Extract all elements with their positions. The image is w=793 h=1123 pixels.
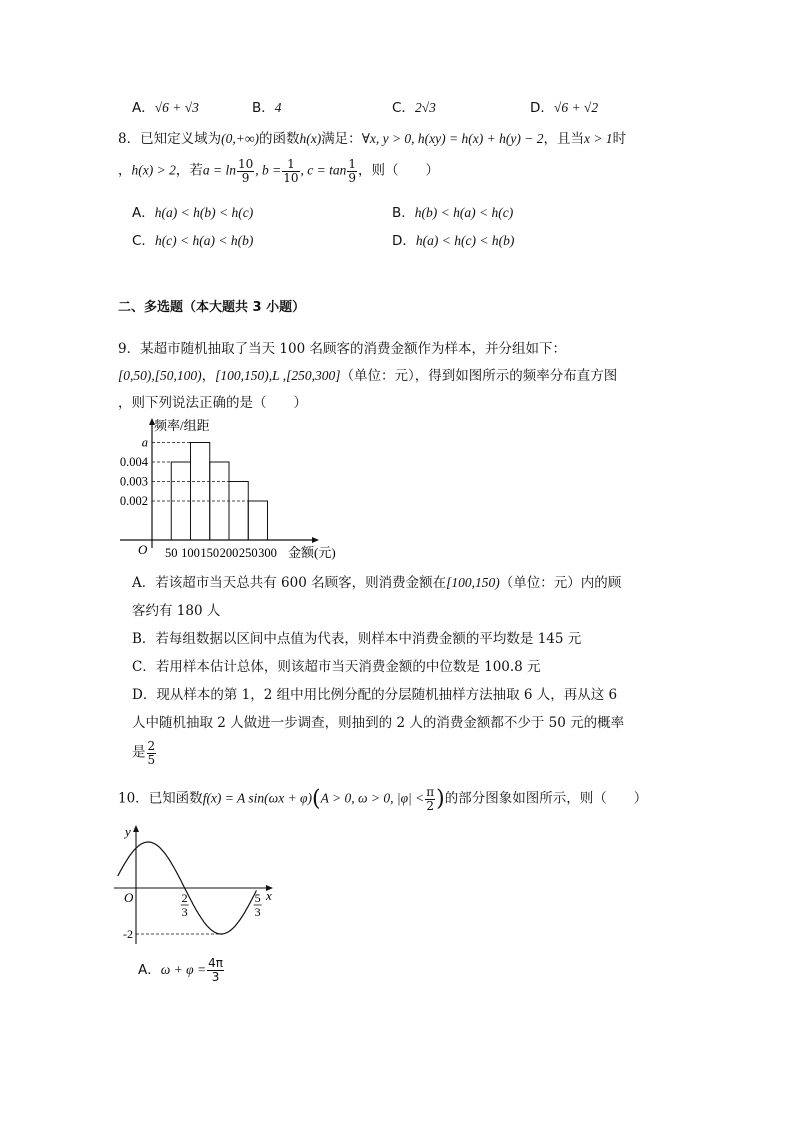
fraction-two-fifths: $\frac{2}{5}$ [147, 739, 156, 767]
q9-line3: ，则下列说法正确的是（ ） [118, 395, 307, 411]
fraction-b: $\frac{1}{10}$ [283, 157, 299, 185]
y-tick-label: 0.003 [119, 474, 148, 489]
x-tick-label: 300 [258, 546, 277, 560]
y-tick-label: 0.002 [119, 494, 148, 508]
y-tick-label: a [141, 435, 148, 450]
q7-option-c: C．2√3 [392, 100, 436, 116]
fraction-pi-over-2: $\frac{\pi}{2}$ [426, 785, 435, 813]
fraction-a: $\frac{10}{9}$ [237, 157, 254, 185]
q8-option-d: D．h(a) < h(c) < h(b) [392, 233, 515, 249]
q9-option-d-line1: D．现从样本的第 1，2 组中用比例分配的分层随机抽样方法抽取 6 人，再从这 6 [132, 687, 618, 703]
q9-option-d-line2: 人中随机抽取 2 人做进一步调查，则抽到的 2 人的消费金额都不少于 50 元的概率 [132, 715, 625, 731]
q9-line2: [0,50),[50,100)，[100,150),L ,[250,300]（单位：元），得到如图所示的频率分布直方图 [118, 368, 618, 384]
q7-option-d: D．√6 + √2 [530, 100, 599, 116]
y-axis-label: 频率/组距 [154, 418, 210, 433]
x-tick-label: 100 [181, 546, 200, 560]
sine-graph [112, 822, 282, 946]
x-tick-numerator: 5 [254, 891, 261, 905]
origin-label: O [138, 542, 148, 557]
frequency-histogram [112, 414, 372, 566]
q7-option-b: B．4 [252, 100, 282, 116]
q8-option-b: B．h(b) < h(a) < h(c) [392, 205, 514, 221]
q8-line1: 8．已知定义域为(0,+∞)的函数h(x)满足：∀x, y > 0, h(xy) = h(x) + h(y) − 2，且当x > 1时 [118, 131, 627, 147]
histogram-bar [248, 501, 267, 540]
x-axis-label: x [266, 888, 272, 903]
x-tick-denominator: 3 [181, 905, 188, 919]
q8-option-a: A．h(a) < h(b) < h(c) [132, 205, 254, 221]
q10-option-a: A．ω + φ = $\frac{4\pi}{3}$ [138, 956, 223, 984]
x-tick-label: 250 [238, 546, 258, 560]
y-axis-label: y [125, 824, 131, 839]
y-tick-label: 0.004 [119, 455, 148, 469]
origin-label: O [124, 890, 134, 905]
q8-line2: ，h(x) > 2，若a = ln $\frac{10}{9}$ , b = $\frac{1}{10}$ , c = tan $\frac{1}{9}$ ，则（ ） [118, 157, 440, 185]
left-paren: ( [312, 786, 321, 812]
x-tick-numerator: 2 [181, 891, 188, 905]
x-tick-denominator: 3 [254, 905, 261, 919]
q9-option-a-line1: A．若该超市当天总共有 600 名顾客，则消费金额在[100,150)（单位：元）内的顾 [132, 575, 622, 591]
histogram-bar [191, 443, 210, 541]
q7-option-a: A．√6 + √3 [132, 100, 199, 116]
x-axis-label: 金额(元) [288, 545, 336, 560]
q9-option-c: C．若用样本估计总体，则该超市当天消费金额的中位数是 100.8 元 [132, 659, 541, 675]
x-tick-label: 200 [219, 546, 239, 560]
x-axis-arrow [312, 537, 319, 543]
fraction-c: $\frac{1}{9}$ [348, 157, 357, 185]
q8-option-c: C．h(c) < h(a) < h(b) [132, 233, 254, 249]
x-tick-label: 50 [165, 546, 178, 560]
fraction-4pi-over-3: $\frac{4\pi}{3}$ [208, 956, 223, 984]
right-paren: ) [436, 786, 445, 812]
q9-option-a-line2: 客约有 180 人 [132, 603, 221, 619]
q9-line1: 9．某超市随机抽取了当天 100 名顾客的消费金额作为样本，并分组如下： [118, 341, 566, 357]
q9-option-d-line3: 是 $\frac{2}{5}$ [132, 739, 156, 767]
q10-line1: 10．已知函数f(x) = A sin(ωx + φ)(A > 0, ω > 0, |φ| < $\frac{\pi}{2}$ )的部分图象如图所示，则（ ） [118, 785, 648, 813]
y-tick-label: -2 [123, 927, 133, 941]
section-2-title: 二、多选题（本大题共 3 小题） [118, 300, 306, 315]
q9-option-b: B．若每组数据以区间中点值为代表，则样本中消费金额的平均数是 145 元 [132, 631, 582, 647]
y-axis-arrow [133, 825, 139, 832]
histogram-bar [229, 482, 248, 541]
x-tick-label: 150 [200, 546, 220, 560]
